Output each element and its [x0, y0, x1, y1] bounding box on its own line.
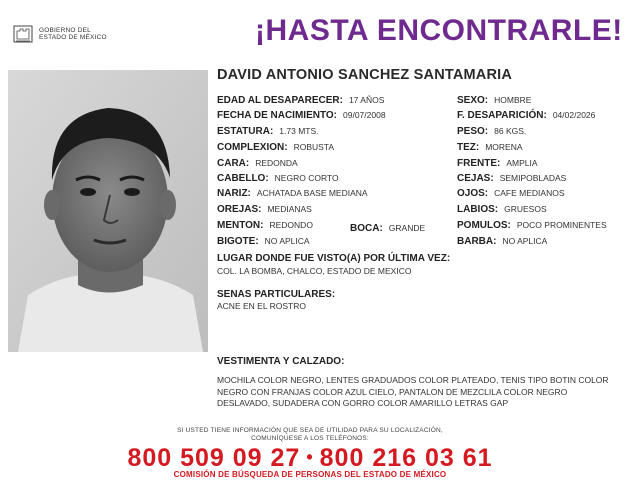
last-seen-label: LUGAR DONDE FUE VISTO(A) POR ÚLTIMA VEZ: [217, 253, 451, 264]
field-fnac-value: 09/07/2008 [343, 110, 386, 120]
field-fecha-desaparicion [457, 110, 595, 121]
field-fnac-label: FECHA DE NACIMIENTO: [217, 110, 337, 121]
person-photo [8, 70, 208, 352]
field-menton [217, 220, 313, 231]
coat-of-arms-icon [12, 23, 34, 45]
field-cejas [457, 173, 566, 184]
field-sexo-label: SEXO: [457, 95, 489, 106]
field-nariz-label: NARIZ: [217, 188, 251, 199]
field-orejas-label: OREJAS: [217, 204, 262, 215]
field-bigote [217, 236, 310, 247]
banner-title: ¡HASTA ENCONTRARLE! [255, 14, 623, 47]
field-tez [457, 142, 523, 153]
last-seen-value: COL. LA BOMBA, CHALCO, ESTADO DE MEXICO [217, 266, 412, 276]
field-frente-label: FRENTE: [457, 158, 501, 169]
field-fdes-label: F. DESAPARICIÓN: [457, 110, 547, 121]
field-boca [350, 223, 425, 234]
person-name: DAVID ANTONIO SANCHEZ SANTAMARIA [217, 67, 513, 83]
field-cabello [217, 173, 339, 184]
field-boca-label: BOCA: [350, 223, 383, 234]
field-orejas [217, 204, 312, 215]
state-logo [12, 22, 122, 46]
field-ojos-value: CAFE MEDIANOS [494, 188, 565, 198]
field-bigote-value: NO APLICA [264, 236, 310, 246]
field-barba [457, 236, 547, 247]
field-cejas-label: CEJAS: [457, 173, 494, 184]
logo-text [39, 27, 107, 42]
field-complexion [217, 142, 334, 153]
field-pomulos [457, 220, 607, 231]
field-nariz-value: ACHATADA BASE MEDIANA [256, 188, 368, 198]
field-complexion-label: COMPLEXION: [217, 142, 288, 153]
field-barba-value: NO APLICA [502, 236, 548, 246]
field-ojos [457, 188, 565, 199]
field-cara-label: CARA: [217, 158, 250, 169]
clothing-label: VESTIMENTA Y CALZADO: [217, 356, 345, 367]
field-pomulos-value: POCO PROMINENTES [516, 220, 607, 230]
field-menton-value: REDONDO [269, 220, 313, 230]
field-edad-value: 17 AÑOS [348, 95, 385, 105]
field-nariz [217, 188, 368, 199]
field-cejas-value: SEMIPOBLADAS [499, 173, 567, 183]
field-frente-value: AMPLIA [506, 158, 538, 168]
field-peso-value: 86 KGS. [494, 126, 527, 136]
field-edad-label: EDAD AL DESAPARECER: [217, 95, 343, 106]
disclaimer-line-2: COMUNÍQUESE A LOS TELÉFONOS: [251, 435, 369, 442]
field-ojos-label: OJOS: [457, 188, 489, 199]
phone-numbers [0, 444, 620, 473]
field-barba-label: BARBA: [457, 236, 497, 247]
field-bigote-label: BIGOTE: [217, 236, 259, 247]
field-peso [457, 126, 526, 137]
field-fecha-nacimiento [217, 110, 386, 121]
field-tez-value: MORENA [485, 142, 523, 152]
field-boca-value: GRANDE [388, 223, 426, 233]
clothing-value: MOCHILA COLOR NEGRO, LENTES GRADUADOS COLOR PLATEADO, TENIS TIPO BOTIN COLOR NEGRO CON FRANJAS COLOR AZUL CIELO, PANTALON DE MEZCLILA COLOR NEGRO DESLAVADO, SUDADERA CON GORRO COLOR AMARILLO LETRAS GAP [217, 375, 609, 408]
field-frente [457, 158, 538, 169]
field-cabello-label: CABELLO: [217, 173, 269, 184]
field-complexion-value: ROBUSTA [293, 142, 335, 152]
field-orejas-value: MEDIANAS [267, 204, 312, 214]
phone-number-2[interactable]: 800 216 03 61 [319, 444, 493, 472]
phone-number-1[interactable]: 800 509 09 27 [127, 444, 301, 472]
logo-line-1: GOBIERNO DEL [39, 26, 91, 34]
photo-illustration [8, 70, 208, 352]
logo-line-2: ESTADO DE MÉXICO [39, 34, 107, 41]
field-labios-value: GRUESOS [504, 204, 547, 214]
field-fdes-value: 04/02/2026 [552, 110, 596, 120]
field-sexo-value: HOMBRE [494, 95, 532, 105]
field-labios-label: LABIOS: [457, 204, 499, 215]
field-labios [457, 204, 547, 215]
commission-name: COMISIÓN DE BÚSQUEDA DE PERSONAS DEL ESTADO DE MÉXICO [173, 470, 447, 479]
field-peso-label: PESO: [457, 126, 489, 137]
field-menton-label: MENTON: [217, 220, 264, 231]
field-pomulos-label: POMULOS: [457, 220, 511, 231]
field-tez-label: TEZ: [457, 142, 480, 153]
field-sexo [457, 95, 531, 106]
field-estatura-label: ESTATURA: [217, 126, 274, 137]
marks-value: ACNE EN EL ROSTRO [217, 301, 306, 311]
field-estatura [217, 126, 319, 137]
field-cara [217, 158, 298, 169]
marks-label: SENAS PARTICULARES: [217, 289, 336, 300]
field-cabello-value: NEGRO CORTO [274, 173, 339, 183]
disclaimer-line-1: SI USTED TIENE INFORMACIÓN QUE SEA DE UTILIDAD PARA SU LOCALIZACIÓN, [177, 427, 443, 434]
field-edad [217, 95, 384, 106]
phone-separator: • [306, 447, 314, 467]
field-cara-value: REDONDA [255, 158, 298, 168]
field-estatura-value: 1.73 MTS. [279, 126, 319, 136]
